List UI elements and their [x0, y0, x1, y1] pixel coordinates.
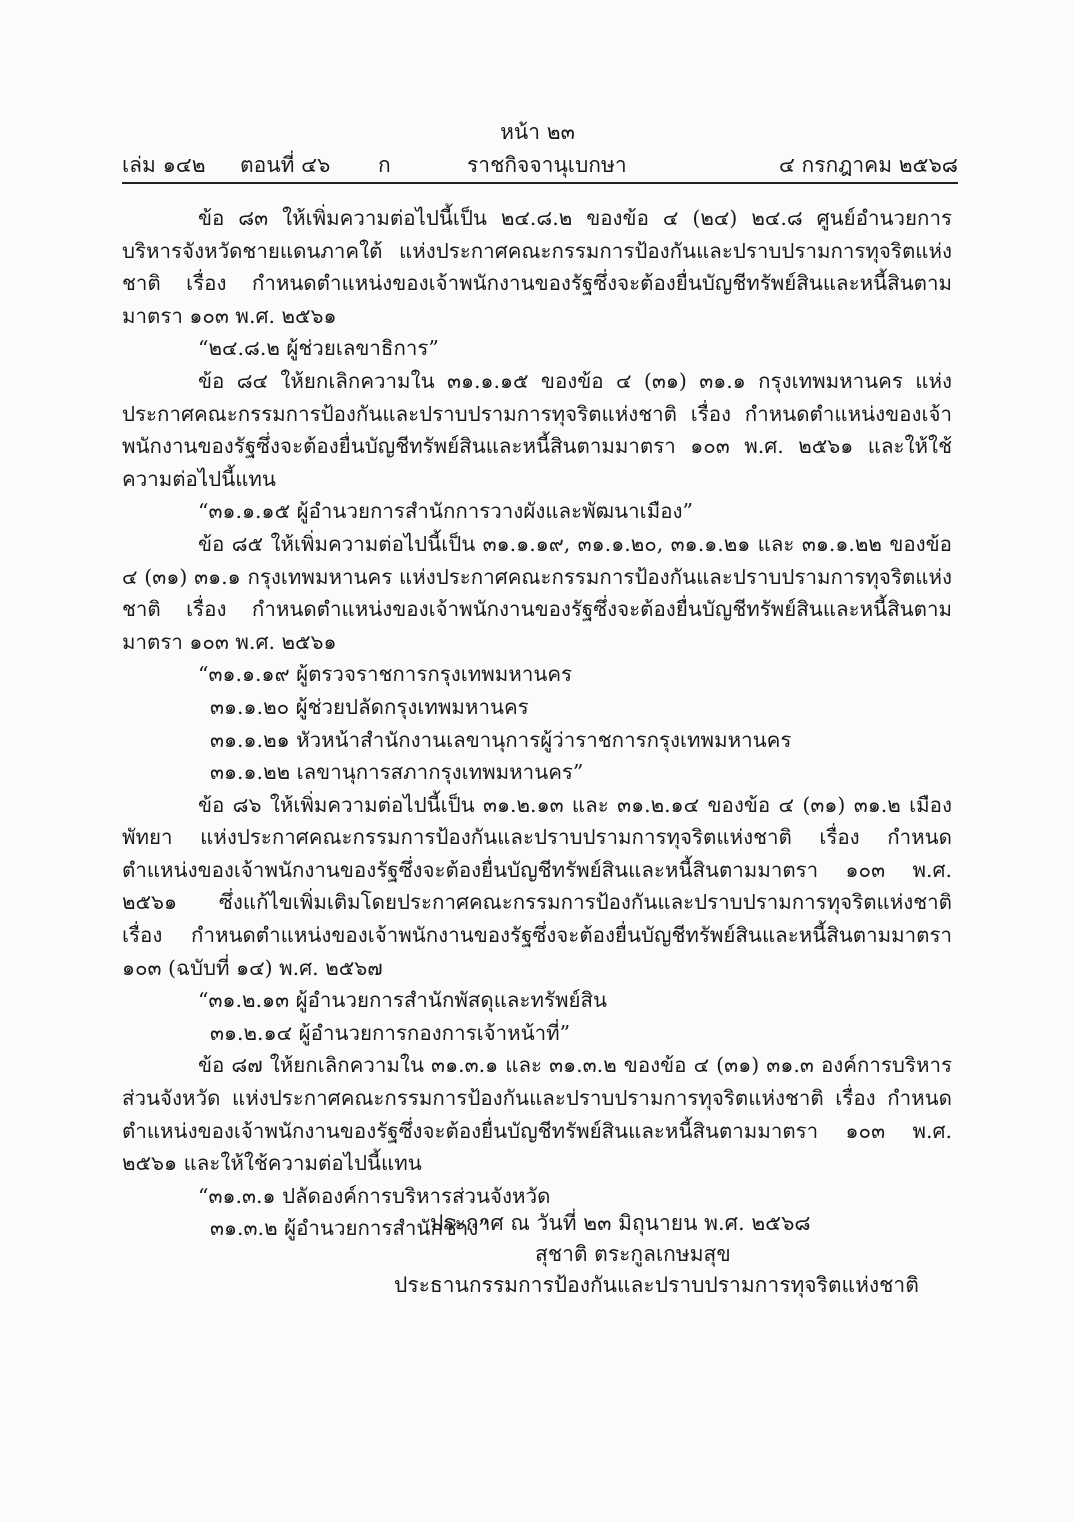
part-number: ตอนที่ ๔๖: [240, 153, 331, 177]
clause-85-item-3: ๓๑.๑.๒๑ หัวหน้าสำนักงานเลขานุการผู้ว่าราชการกรุงเทพมหานคร: [210, 727, 792, 752]
signatory-name: สุชาติ ตระกูลเกษมสุข: [535, 1242, 731, 1266]
signature-block: [330, 1208, 930, 1301]
clause-87: ข้อ ๘๗ ให้ยกเลิกความใน ๓๑.๓.๑ และ ๓๑.๓.๒ ของข้อ ๔ (๓๑) ๓๑.๓ องค์การบริหารส่วนจังหวัด แห่งประกาศคณะกรรมการป้องกันและปราบปรามการทุจริตแห่งชาติ เรื่อง กำหนดตำแหน่งของเจ้าพนักงานของรัฐซึ่งจะต้องยื่นบัญชีทรัพย์สินและหนี้สินตามมาตรา ๑๐๓ พ.ศ. ๒๕๖๑ และให้ใช้ความต่อไปนี้แทน: [122, 1053, 952, 1176]
clause-85-item-1: “๓๑.๑.๑๙ ผู้ตรวจราชการกรุงเทพมหานคร: [198, 662, 573, 687]
announcement-date: ประกาศ ณ วันที่ ๒๓ มิถุนายน พ.ศ. ๒๕๖๘: [430, 1211, 811, 1235]
clause-85-item-2: ๓๑.๑.๒๐ ผู้ช่วยปลัดกรุงเทพมหานคร: [210, 694, 529, 719]
volume-number: เล่ม ๑๔๒: [122, 153, 206, 177]
clause-84: ข้อ ๘๔ ให้ยกเลิกความใน ๓๑.๑.๑๕ ของข้อ ๔ (๓๑) ๓๑.๑ กรุงเทพมหานคร แห่งประกาศคณะกรรมการป้องกันและปราบปรามการทุจริตแห่งชาติ เรื่อง กำหนดตำแหน่งของเจ้าพนักงานของรัฐซึ่งจะต้องยื่นบัญชีทรัพย์สินและหนี้สินตามมาตรา ๑๐๓ พ.ศ. ๒๕๖๑ และให้ใช้ความต่อไปนี้แทน: [122, 368, 952, 491]
clause-87-item-2: ๓๑.๓.๒ ผู้อำนวยการสำนักช่าง”: [210, 1216, 489, 1241]
gazette-header: [122, 150, 958, 184]
clause-84-item: “๓๑.๑.๑๕ ผู้อำนวยการสำนักการวางผังและพัฒนาเมือง”: [198, 499, 694, 524]
clause-83-item: “๒๔.๘.๒ ผู้ช่วยเลขาธิการ”: [198, 336, 439, 361]
clause-86-item-2: ๓๑.๒.๑๔ ผู้อำนวยการกองการเจ้าหน้าที่”: [210, 1020, 571, 1045]
publication-date: ๔ กรกฎาคม ๒๕๖๘: [778, 153, 958, 177]
gazette-name: ราชกิจจานุเบกษา: [467, 153, 627, 177]
clause-86: ข้อ ๘๖ ให้เพิ่มความต่อไปนี้เป็น ๓๑.๒.๑๓ และ ๓๑.๒.๑๔ ของข้อ ๔ (๓๑) ๓๑.๒ เมืองพัทยา แห่งประกาศคณะกรรมการป้องกันและปราบปรามการทุจริตแห่งชาติ เรื่อง กำหนดตำแหน่งของเจ้าพนักงานของรัฐซึ่งจะต้องยื่นบัญชีทรัพย์สินและหนี้สินตามมาตรา ๑๐๓ พ.ศ. ๒๕๖๑ ซึ่งแก้ไขเพิ่มเติมโดยประกาศคณะกรรมการป้องกันและปราบปรามการทุจริตแห่งชาติ เรื่อง กำหนดตำแหน่งของเจ้าพนักงานของรัฐซึ่งจะต้องยื่นบัญชีทรัพย์สินและหนี้สินตามมาตรา ๑๐๓ (ฉบับที่ ๑๔) พ.ศ. ๒๕๖๗: [122, 792, 952, 980]
document-body: [122, 202, 952, 1245]
clause-85-item-4: ๓๑.๑.๒๒ เลขานุการสภากรุงเทพมหานคร”: [210, 760, 584, 785]
section-letter: ก: [378, 153, 391, 177]
clause-83: ข้อ ๘๓ ให้เพิ่มความต่อไปนี้เป็น ๒๔.๘.๒ ของข้อ ๔ (๒๔) ๒๔.๘ ศูนย์อำนวยการบริหารจังหวัดชายแดนภาคใต้ แห่งประกาศคณะกรรมการป้องกันและปราบปรามการทุจริตแห่งชาติ เรื่อง กำหนดตำแหน่งของเจ้าพนักงานของรัฐซึ่งจะต้องยื่นบัญชีทรัพย์สินและหนี้สินตามมาตรา ๑๐๓ พ.ศ. ๒๕๖๑: [122, 206, 952, 328]
signatory-title: ประธานกรรมการป้องกันและปราบปรามการทุจริตแห่งชาติ: [394, 1273, 919, 1297]
page-number: หน้า ๒๓: [500, 120, 575, 144]
clause-87-item-1: “๓๑.๓.๑ ปลัดองค์การบริหารส่วนจังหวัด: [198, 1183, 551, 1208]
clause-85: ข้อ ๘๕ ให้เพิ่มความต่อไปนี้เป็น ๓๑.๑.๑๙, ๓๑.๑.๒๐, ๓๑.๑.๒๑ และ ๓๑.๑.๒๒ ของข้อ ๔ (๓๑) ๓๑.๑ กรุงเทพมหานคร แห่งประกาศคณะกรรมการป้องกันและปราบปรามการทุจริตแห่งชาติ เรื่อง กำหนดตำแหน่งของเจ้าพนักงานของรัฐซึ่งจะต้องยื่นบัญชีทรัพย์สินและหนี้สินตามมาตรา ๑๐๓ พ.ศ. ๒๕๖๑: [122, 531, 952, 654]
clause-86-item-1: “๓๑.๒.๑๓ ผู้อำนวยการสำนักพัสดุและทรัพย์สิน: [198, 988, 608, 1013]
